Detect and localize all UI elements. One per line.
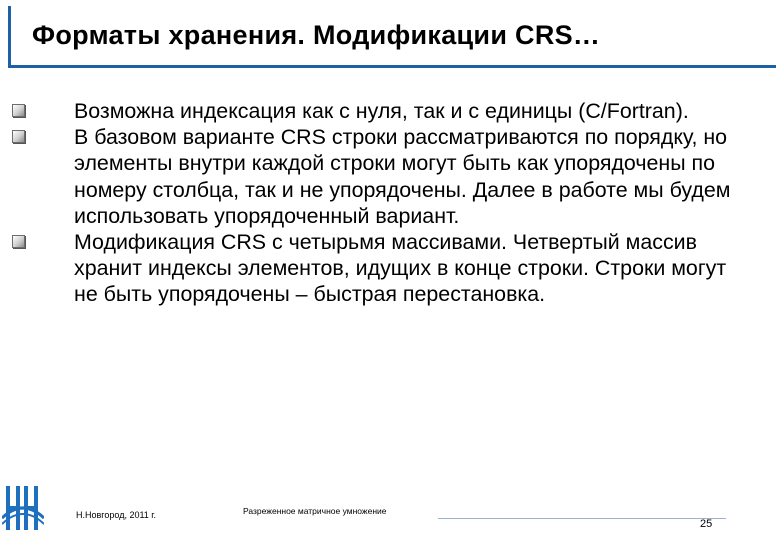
list-item [12,124,752,229]
bullet-text: В базовом варианте CRS строки рассматриваются по порядку, но элементы внутри каждой строки могут быть как упорядочены по номеру столбца, так и не упорядочены. Далее в работе мы будем использовать упорядоченный вариант. [74,125,731,228]
list-item [12,98,752,124]
footer-topic: Разреженное матричное умножение [243,506,387,516]
checkbox-bullet-icon [12,104,25,117]
university-logo-icon [2,478,44,536]
footer-location: Н.Новгород, 2011 г. [76,510,156,520]
bullet-text: Модификация CRS с четырьмя массивами. Четвертый массив хранит индексы элементов, идущих в конце строки. Строки могут не быть упорядочены – быстрая перестановка. [74,230,727,307]
checkbox-bullet-icon [12,235,25,248]
page-title: Форматы хранения. Модификации CRS… [32,20,601,50]
footer-divider [438,518,726,519]
page-number: 25 [700,518,713,530]
bullet-list [12,98,752,308]
checkbox-bullet-icon [12,130,25,143]
bullet-text: Возможна индексация как с нуля, так и с единицы (C/Fortran). [74,99,689,123]
list-item [12,229,752,308]
